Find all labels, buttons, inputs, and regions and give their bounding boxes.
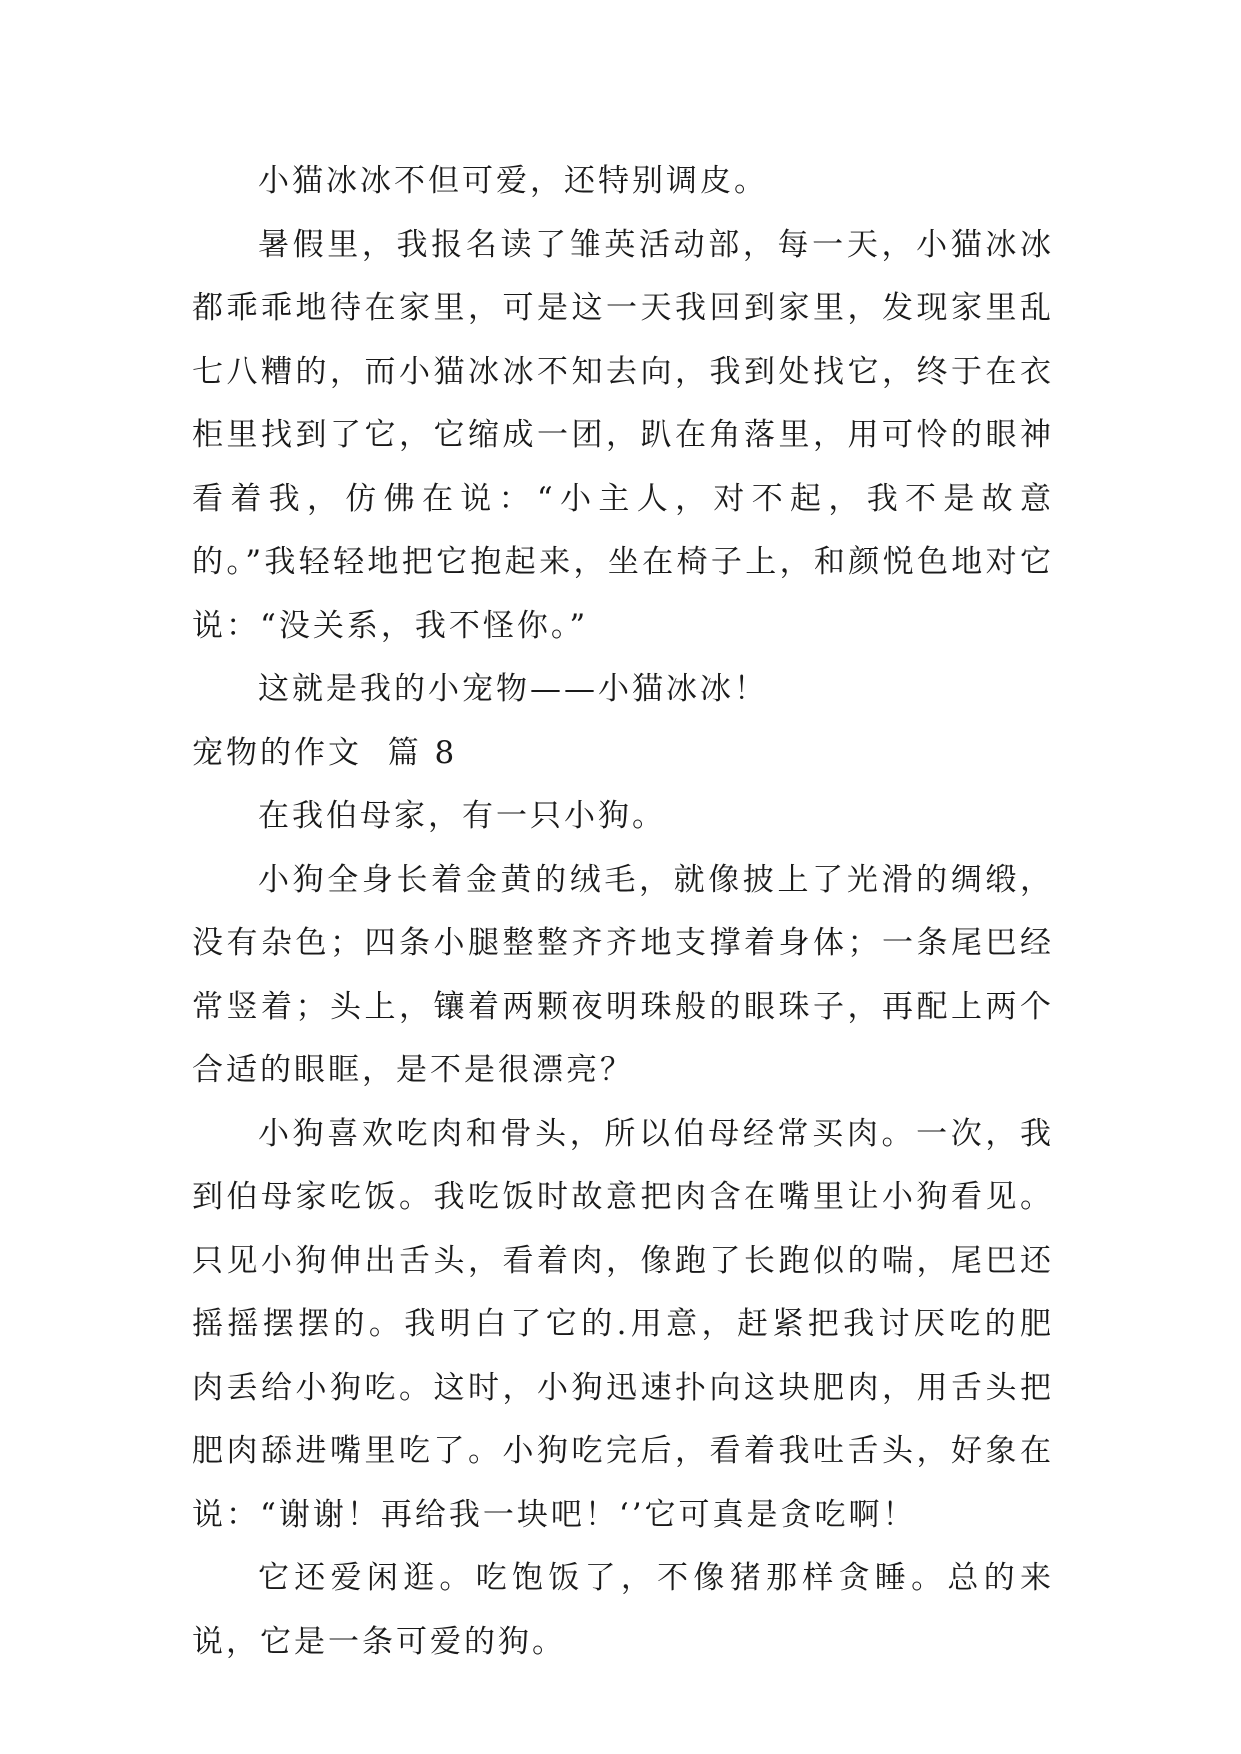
paragraph: 小狗喜欢吃肉和骨头，所以伯母经常买肉。一次，我到伯母家吃饭。我吃饭时故意把肉含在嘴里让小狗看见。只见小狗伸出舌头，看着肉，像跑了长跑似的喘，尾巴还摇摇摆摆的。我明白了它的.用意，赶紧把我讨厌吃的肥肉丢给小狗吃。这时，小狗迅速扑向这块肥肉，用舌头把肥肉舔进嘴里吃了。小狗吃完后，看着我吐舌头，好象在说：“谢谢！再给我一块吧！‘’它可真是贪吃啊！ (192, 1115, 1054, 1533)
paragraph: 小猫冰冰不但可爱，还特别调皮。 (258, 163, 768, 199)
paragraph: 它还爱闲逛。吃饱饭了，不像猪那样贪睡。总的来说，它是一条可爱的狗。 (192, 1560, 1054, 1660)
paragraph: 小狗全身长着金黄的绒毛，就像披上了光滑的绸缎，没有杂色；四条小腿整整齐齐地支撑着身体；一条尾巴经常竖着；头上，镶着两颗夜明珠般的眼珠子，再配上两个合适的眼眶，是不是很漂亮？ (192, 861, 1054, 1088)
paragraph: 在我伯母家，有一只小狗。 (258, 798, 666, 834)
paragraph: 暑假里，我报名读了雏英活动部，每一天，小猫冰冰都乖乖地待在家里，可是这一天我回到家里，发现家里乱七八糟的，而小猫冰冰不知去向，我到处找它，终于在衣柜里找到了它，它缩成一团，趴在角落里，用可怜的眼神看着我，仿佛在说：“小主人，对不起，我不是故意的。”我轻轻地把它抱起来，坐在椅子上，和颜悦色地对它说：“没关系，我不怪你。” (192, 226, 1054, 644)
document-body (192, 150, 1054, 1674)
section-heading: 宠物的作文 篇 8 (192, 734, 458, 771)
paragraph: 这就是我的小宠物——小猫冰冰！ (258, 671, 768, 707)
